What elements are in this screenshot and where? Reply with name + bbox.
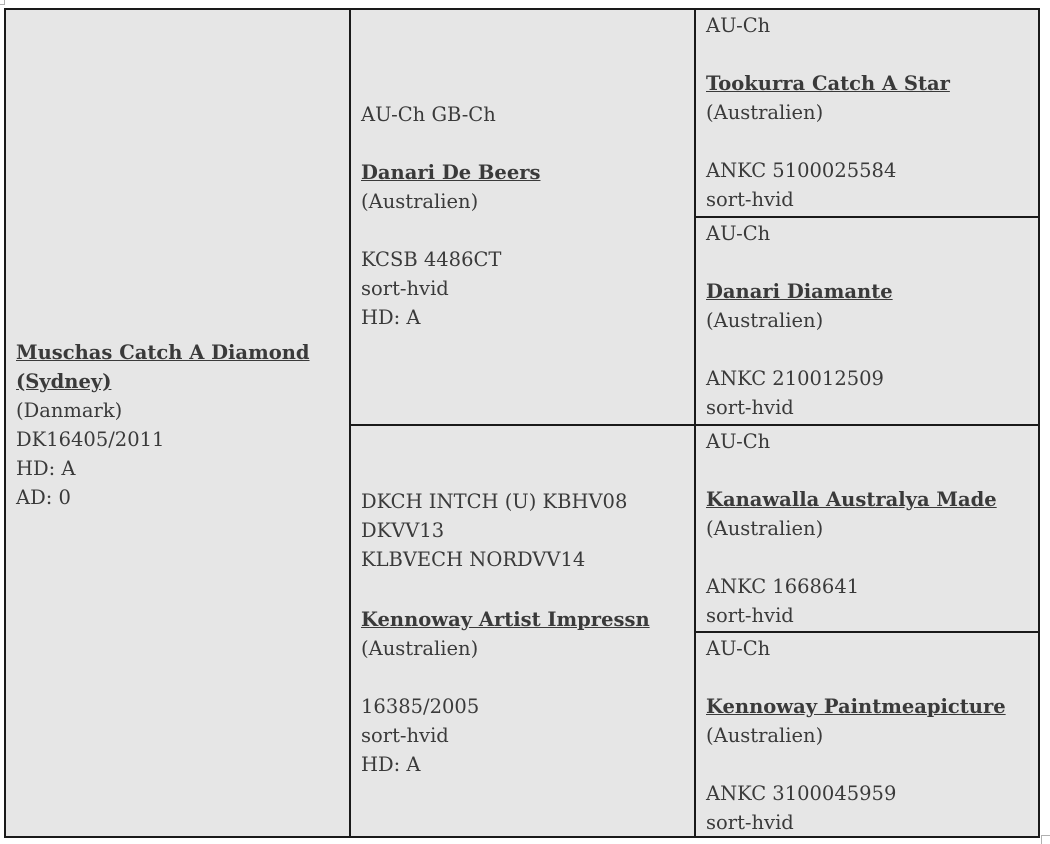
page-corner-mark-top	[0, 0, 5, 5]
grandparent-name: Kanawalla Australya Made	[706, 488, 997, 511]
grandparent-country: (Australien)	[706, 517, 824, 540]
dam-registration: 16385/2005	[361, 695, 480, 718]
row-divider-grandparents-top	[696, 216, 1038, 218]
pedigree-table	[4, 8, 1040, 838]
subject-ad: AD: 0	[16, 486, 71, 509]
subject-hd: HD: A	[16, 457, 76, 480]
dam-titles-1: DKCH INTCH (U) KBHV08	[361, 490, 628, 513]
subject-registration: DK16405/2011	[16, 428, 165, 451]
grandparent-titles: AU-Ch	[706, 222, 771, 245]
grandparent-name: Kennoway Paintmeapicture	[706, 695, 1006, 718]
row-divider-grandparents-bottom	[696, 631, 1038, 633]
grandparent-country: (Australien)	[706, 724, 824, 747]
grandparent-cell-2	[706, 219, 1036, 422]
dam-cell	[361, 487, 691, 779]
sire-hd: HD: A	[361, 306, 421, 329]
grandparent-country: (Australien)	[706, 309, 824, 332]
subject-name: Muschas Catch A Diamond	[16, 341, 310, 364]
grandparent-registration: ANKC 1668641	[706, 575, 860, 598]
dam-country: (Australien)	[361, 637, 479, 660]
grandparent-color: sort-hvid	[706, 396, 794, 419]
grandparent-name: Tookurra Catch A Star	[706, 72, 950, 95]
grandparent-cell-1	[706, 11, 1036, 214]
sire-country: (Australien)	[361, 190, 479, 213]
dam-titles-3: KLBVECH NORDVV14	[361, 548, 586, 571]
subject-cell	[16, 338, 346, 512]
dam-titles-2: DKVV13	[361, 519, 445, 542]
grandparent-color: sort-hvid	[706, 811, 794, 834]
page-corner-mark-bottom	[1041, 835, 1050, 844]
dam-color: sort-hvid	[361, 724, 449, 747]
grandparent-cell-4	[706, 634, 1036, 837]
dam-hd: HD: A	[361, 753, 421, 776]
dam-name: Kennoway Artist Impressn	[361, 608, 650, 631]
subject-call-name: (Sydney)	[16, 370, 112, 393]
sire-cell	[361, 100, 691, 332]
subject-country: (Danmark)	[16, 399, 123, 422]
sire-registration: KCSB 4486CT	[361, 248, 502, 271]
column-divider-2	[694, 10, 696, 836]
sire-color: sort-hvid	[361, 277, 449, 300]
grandparent-name: Danari Diamante	[706, 280, 893, 303]
grandparent-titles: AU-Ch	[706, 637, 771, 660]
grandparent-titles: AU-Ch	[706, 14, 771, 37]
sire-name: Danari De Beers	[361, 161, 541, 184]
grandparent-color: sort-hvid	[706, 604, 794, 627]
grandparent-country: (Australien)	[706, 101, 824, 124]
row-divider-parents	[351, 424, 1038, 426]
grandparent-registration: ANKC 5100025584	[706, 159, 897, 182]
grandparent-titles: AU-Ch	[706, 430, 771, 453]
column-divider-1	[349, 10, 351, 836]
grandparent-registration: ANKC 3100045959	[706, 782, 897, 805]
grandparent-cell-3	[706, 427, 1036, 630]
grandparent-registration: ANKC 210012509	[706, 367, 884, 390]
grandparent-color: sort-hvid	[706, 188, 794, 211]
sire-titles: AU-Ch GB-Ch	[361, 103, 496, 126]
